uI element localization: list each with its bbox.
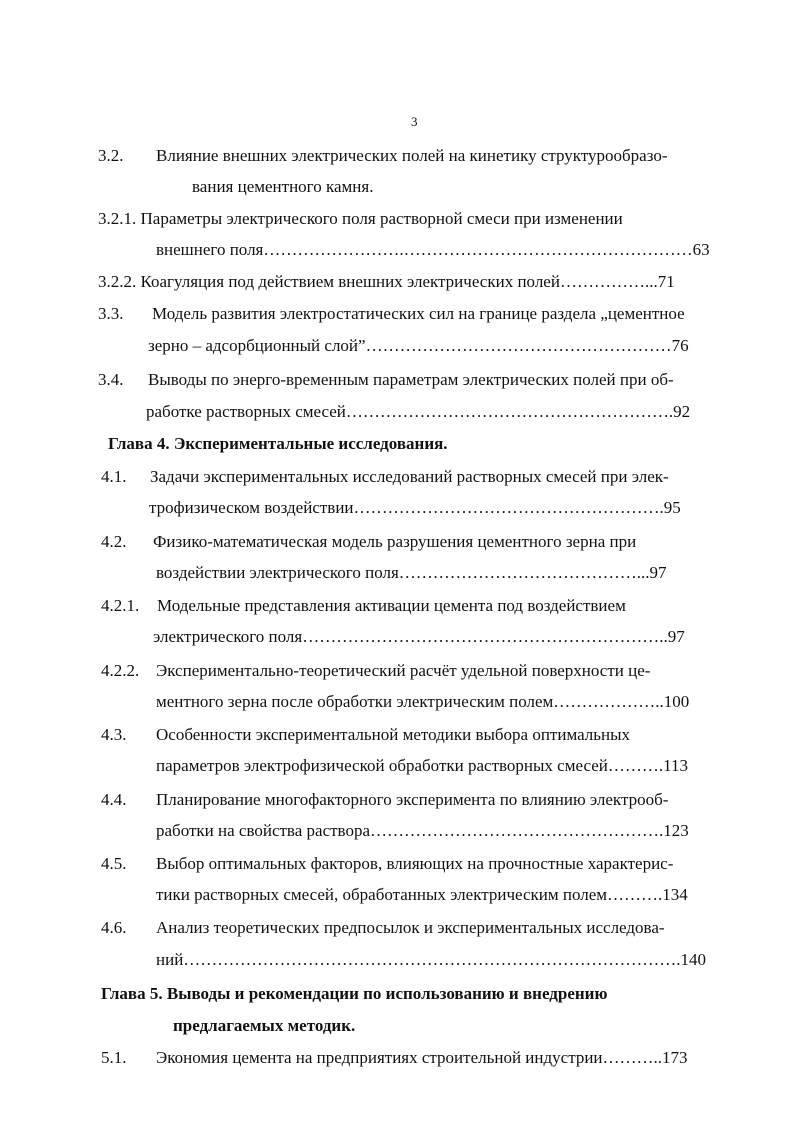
toc-line: трофизическом воздействии……………………………………………….95 <box>149 498 681 517</box>
toc-line: работки на свойства раствора…………………………………………….123 <box>156 821 689 840</box>
toc-line: Экспериментально-теоретический расчёт удельной поверхности це- <box>156 661 651 680</box>
toc-line: Физико-математическая модель разрушения цементного зерна при <box>153 532 637 551</box>
toc-line: электрического поля………………………………………………………..97 <box>153 627 685 646</box>
toc-line: Экономия цемента на предприятиях строительной индустрии………..173 <box>156 1048 688 1067</box>
toc-line-number: 4.3. <box>101 725 127 744</box>
toc-line: Анализ теоретических предпосылок и экспериментальных исследова- <box>156 918 665 937</box>
toc-line: воздействии электрического поля……………………………………...97 <box>156 563 667 582</box>
toc-line-number: 5.1. <box>101 1048 127 1067</box>
toc-line: ментного зерна после обработки электрическим полем………………..100 <box>156 692 690 711</box>
toc-line: Особенности экспериментальной методики выбора оптимальных <box>156 725 631 744</box>
toc-line: зерно – адсорбционный слой”………………………………………………76 <box>148 336 689 355</box>
toc-line-number: 4.1. <box>101 467 127 486</box>
toc-line: вания цементного камня. <box>192 177 374 196</box>
toc-line-number: 3.2. <box>98 146 124 165</box>
toc-line-number: 4.2.2. <box>101 661 140 680</box>
toc-line-number: 4.2. <box>101 532 127 551</box>
toc-line-number: 3.3. <box>98 304 124 323</box>
toc-line: Модельные представления активации цемента под воздействием <box>157 596 626 615</box>
chapter-heading: Глава 4. Экспериментальные исследования. <box>108 434 448 453</box>
toc-line: Выводы по энерго-временным параметрам электрических полей при об- <box>148 370 674 389</box>
chapter-heading: предлагаемых методик. <box>173 1016 356 1035</box>
toc-line-number: 4.5. <box>101 854 127 873</box>
toc-line: параметров электрофизической обработки растворных смесей……….113 <box>156 756 688 775</box>
toc-line: Модель развития электростатических сил на границе раздела „цементное <box>152 304 685 323</box>
toc-line: ний…………………………………………………………………………….140 <box>156 950 707 969</box>
toc-line: Планирование многофакторного эксперимента по влиянию электрооб- <box>156 790 669 809</box>
toc-line: Выбор оптимальных факторов, влияющих на прочностные характерис- <box>156 854 674 873</box>
toc-line: внешнего поля…………………….……………………………………………63 <box>156 240 710 259</box>
toc-line-number: 4.6. <box>101 918 127 937</box>
toc-line: 3.2.1. Параметры электрического поля растворной смеси при изменении <box>98 209 623 228</box>
toc-line: работке растворных смесей………………………………………………….92 <box>146 402 691 421</box>
toc-line: тики растворных смесей, обработанных электрическим полем……….134 <box>156 885 688 904</box>
toc-line-number: 4.4. <box>101 790 127 809</box>
toc-line-number: 3.4. <box>98 370 124 389</box>
page-number: 3 <box>411 114 418 129</box>
toc-line: Задачи экспериментальных исследований растворных смесей при элек- <box>150 467 669 486</box>
toc-line: Влияние внешних электрических полей на кинетику структурообразо- <box>156 146 668 165</box>
toc-line: 3.2.2. Коагуляция под действием внешних электрических полей……………...71 <box>98 272 675 291</box>
toc-line-number: 4.2.1. <box>101 596 140 615</box>
chapter-heading: Глава 5. Выводы и рекомендации по использованию и внедрению <box>101 984 608 1003</box>
